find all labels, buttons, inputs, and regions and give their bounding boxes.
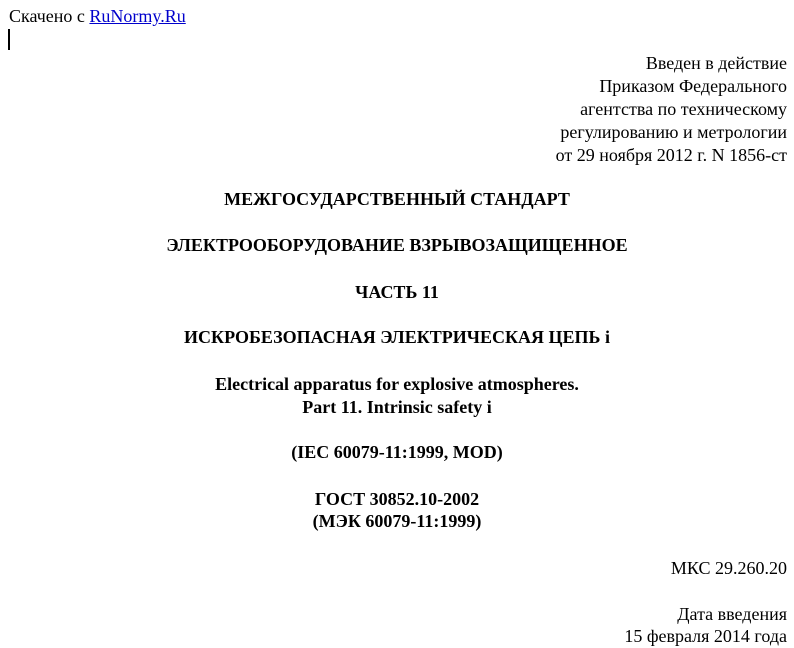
english-title-line-1: Electrical apparatus for explosive atmospheres. xyxy=(215,374,579,394)
subtitle-heading: ИСКРОБЕЗОПАСНАЯ ЭЛЕКТРИЧЕСКАЯ ЦЕПЬ i xyxy=(184,327,610,347)
mek-reference: (МЭК 60079-11:1999) xyxy=(312,511,482,531)
mks-code: МКС 29.260.20 xyxy=(670,558,787,578)
approval-line: агентства по техническому xyxy=(580,99,787,119)
intro-date: 15 февраля 2014 года xyxy=(624,626,787,646)
approval-line: Приказом Федерального xyxy=(599,76,787,96)
source-prefix: Скачено с xyxy=(9,6,85,26)
approval-line: от 29 ноября 2012 г. N 1856-ст xyxy=(555,145,787,165)
text-cursor xyxy=(8,29,10,50)
source-line xyxy=(9,6,186,27)
approval-line: Введен в действие xyxy=(645,53,787,73)
iec-reference: (IEC 60079-11:1999, MOD) xyxy=(291,442,503,462)
runormy-link[interactable]: RuNormy.Ru xyxy=(89,6,186,26)
main-title: ЭЛЕКТРООБОРУДОВАНИЕ ВЗРЫВОЗАЩИЩЕННОЕ xyxy=(166,235,628,255)
intro-date-label: Дата введения xyxy=(677,604,787,624)
approval-block xyxy=(556,52,787,167)
approval-line: регулированию и метрологии xyxy=(560,122,787,142)
part-heading: ЧАСТЬ 11 xyxy=(355,282,439,302)
english-title-line-2: Part 11. Intrinsic safety i xyxy=(302,397,492,417)
standard-type-heading: МЕЖГОСУДАРСТВЕННЫЙ СТАНДАРТ xyxy=(224,189,570,209)
gost-number: ГОСТ 30852.10-2002 xyxy=(314,489,480,509)
